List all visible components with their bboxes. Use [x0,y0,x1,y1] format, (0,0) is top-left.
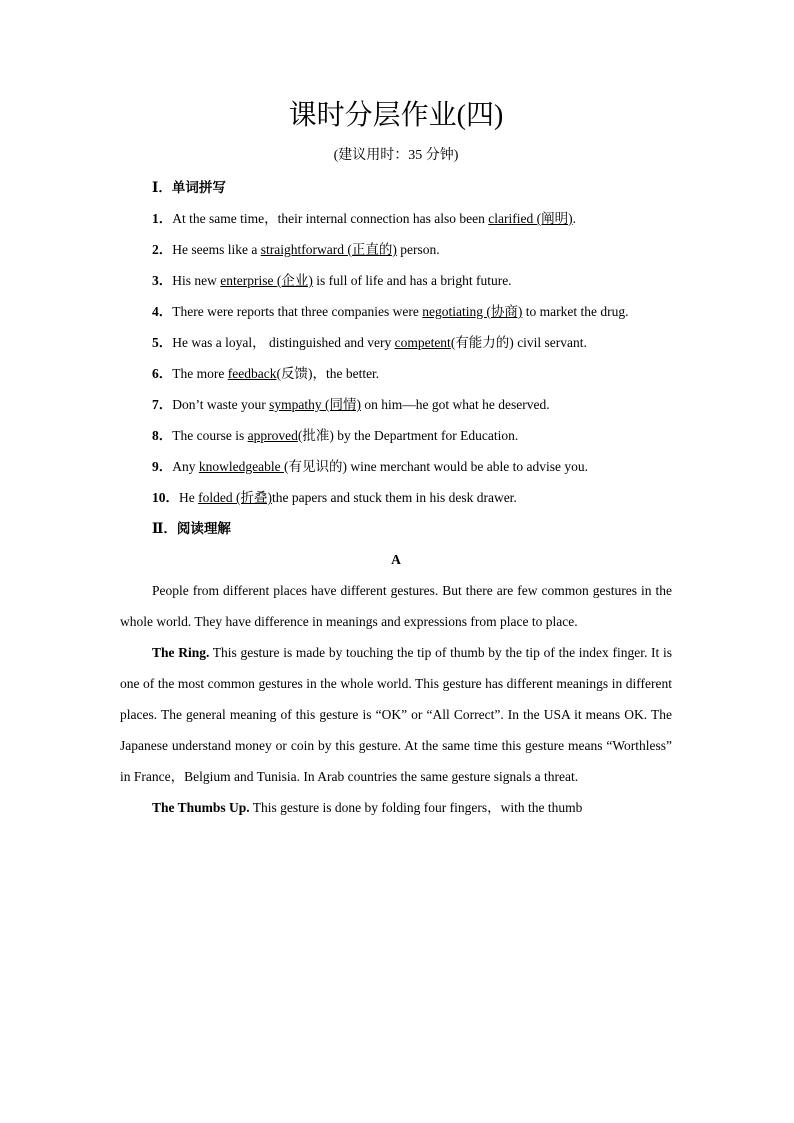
item-text: At the same time，their internal connection has also been [172,211,489,226]
item-text: civil servant. [513,335,587,350]
list-item [120,482,672,513]
item-text: is full of life and has a bright future. [312,273,512,288]
item-number: 8． [152,428,173,443]
paragraph-lead: The Thumbs Up. [152,800,250,815]
item-answer: enterprise (企业) [220,273,313,288]
list-item [120,265,672,296]
item-hint: (反馈) [276,366,313,381]
item-number: 4． [152,304,173,319]
list-item [120,420,672,451]
item-answer: straightforward (正直的) [260,242,397,257]
item-answer: clarified (阐明) [488,211,573,226]
item-text: by the Department for Education. [333,428,519,443]
item-number: 6． [152,366,173,381]
passage-paragraph: People from different places have different gestures. But there are few common gestures in the whole world. They have difference in meanings and expressions from place to place. [120,583,672,629]
item-answer: knowledgeable [198,459,284,474]
list-item [120,234,672,265]
item-text: He was a loyal， distinguished and very [172,335,395,350]
list-item [120,203,672,234]
list-item [120,296,672,327]
item-number: 1． [152,211,173,226]
paragraph-lead: The Ring. [152,645,210,660]
item-text: Any [172,459,199,474]
item-text: The course is [172,428,248,443]
item-answer: sympathy (同情) [269,397,361,412]
item-text: person. [396,242,440,257]
passage-paragraph: The Ring. This gesture is made by touching the tip of thumb by the tip of the index finger. It is one of the most common gestures in the whole world. This gesture has different meanings in different places. The general meaning of this gesture is “OK” or “All Correct”. In the USA it means OK. The Japanese understand money or coin by this gesture. At the same time this gesture means “Worthless” in France，Belgium and Tunisia. In Arab countries the same gesture signals a threat. [120,645,672,784]
document-page [120,96,672,823]
item-text: Don’t waste your [172,397,270,412]
page-subtitle: (建议用时：35 分钟) [333,148,459,163]
passage-paragraph: The Thumbs Up. This gesture is done by folding four fingers，with the thumb [152,800,583,815]
item-number: 10． [152,490,179,505]
item-answer: approved [247,428,298,443]
list-item [120,327,672,358]
item-number: 9． [152,459,173,474]
item-number: 3． [152,273,173,288]
list-item [120,451,672,482]
item-number: 2． [152,242,173,257]
section-heading-spelling: Ⅰ．单词拼写 [152,180,226,195]
item-answer: competent [394,335,451,350]
passage-label: A [391,552,401,567]
item-text: He seems like a [172,242,261,257]
item-hint: (批准) [297,428,334,443]
item-text: There were reports that three companies were [172,304,423,319]
page-title: 课时分层作业(四) [288,100,504,131]
item-text: the papers and stuck them in his desk drawer. [272,490,517,505]
item-text: ，the better. [312,366,380,381]
item-text: wine merchant would be able to advise you. [346,459,589,474]
item-hint: (有见识的) [283,459,347,474]
list-item [120,389,672,420]
item-number: 5． [152,335,173,350]
item-answer: folded (折叠) [198,490,272,505]
section-heading-reading: Ⅱ．阅读理解 [152,521,231,536]
spelling-list [120,203,672,513]
item-text: The more [172,366,228,381]
item-text: . [572,211,577,226]
item-hint: (有能力的) [450,335,514,350]
item-answer: negotiating (协商) [422,304,523,319]
item-text: to market the drug. [522,304,629,319]
list-item [120,358,672,389]
item-number: 7． [152,397,173,412]
item-text: He [179,490,199,505]
item-answer: feedback [227,366,277,381]
item-text: on him—he got what he deserved. [361,397,550,412]
item-text: His new [172,273,221,288]
